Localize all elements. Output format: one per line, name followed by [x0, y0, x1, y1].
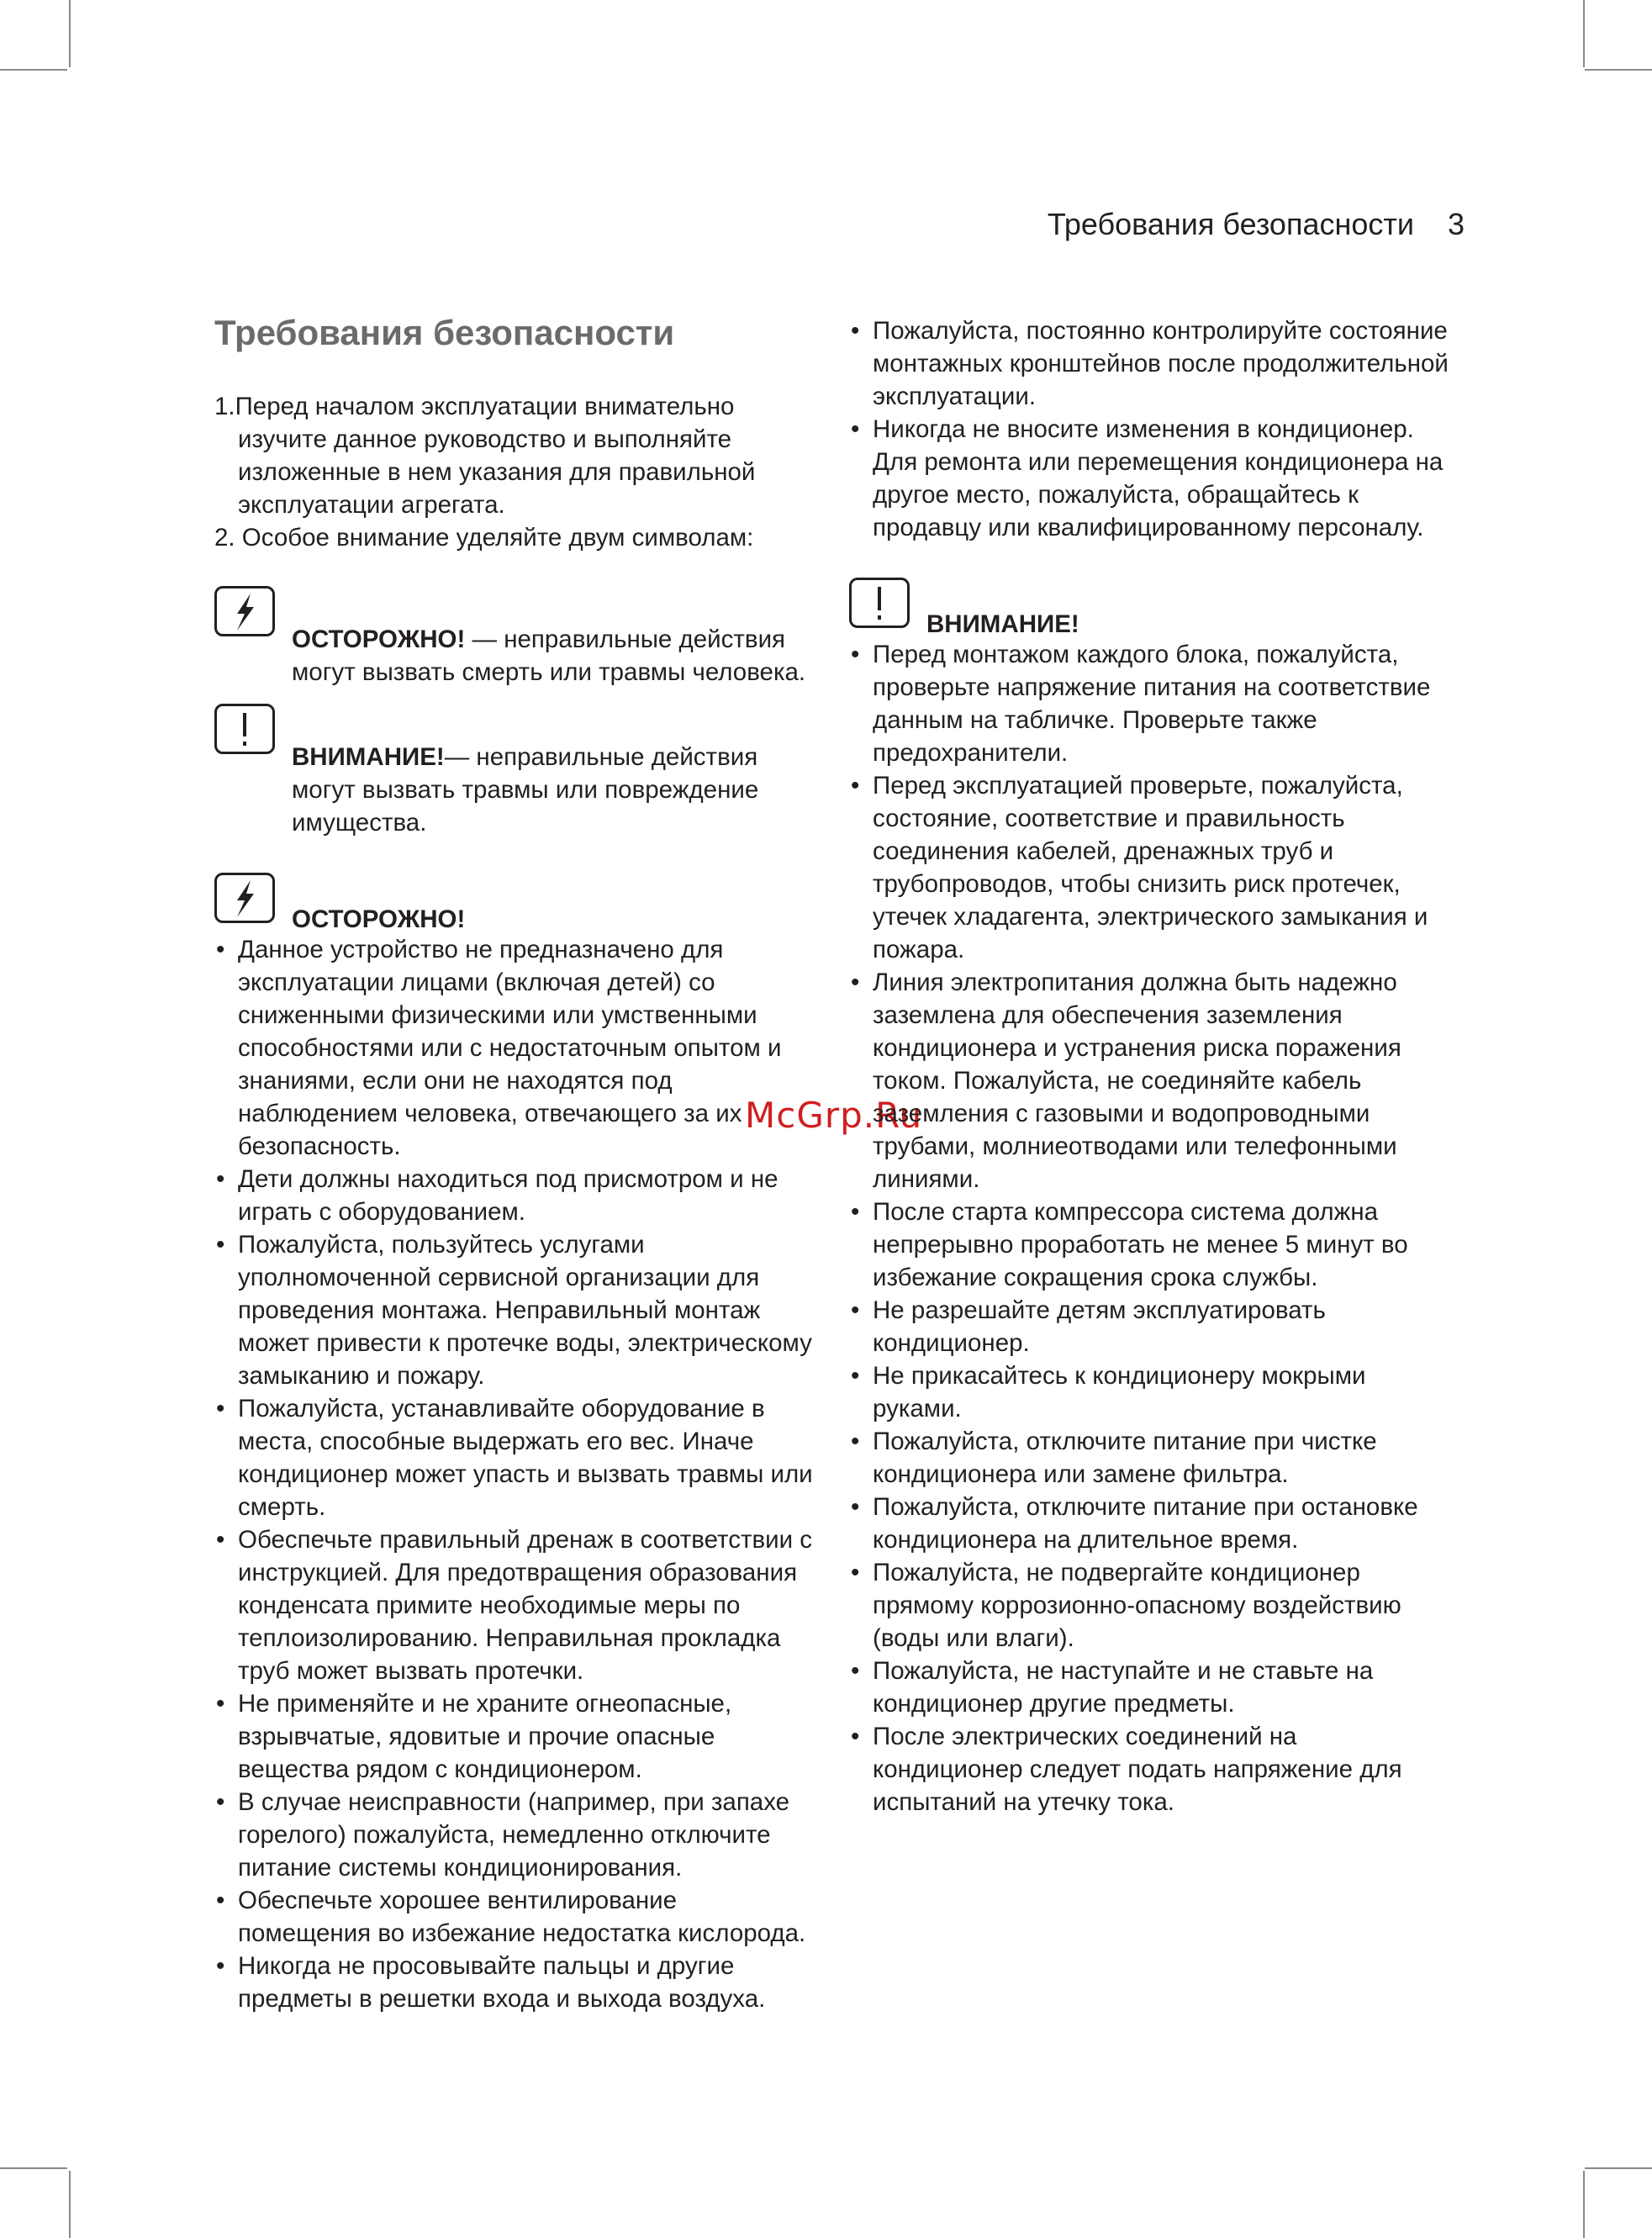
- list-item: • Не разрешайте детям эксплуатировать кондиционер.: [851, 1296, 1326, 1357]
- crop-mark: [1583, 2171, 1585, 2238]
- right-column: [849, 314, 1450, 1818]
- running-header: [1048, 207, 1465, 242]
- legend-warning-label: ОСТОРОЖНО!: [292, 625, 466, 653]
- list-item: • Линия электропитания должна быть надежно заземлена для обеспечения заземления кондиционера и устранения риска поражения током. Пожалуйста, не соединяйте кабель заземления с газовыми и водопроводными трубами, молниеотводами или телефонными линиями.: [851, 969, 1401, 1193]
- intro-list: [214, 390, 815, 554]
- list-item: • Пожалуйста, отключите питание при чистке кондиционера или замене фильтра.: [851, 1428, 1377, 1488]
- crop-mark: [1583, 0, 1585, 67]
- warning-list: [214, 933, 815, 2015]
- caution-section-head: [849, 578, 1450, 638]
- warning-section-head: [214, 873, 815, 933]
- list-item: • Перед монтажом каждого блока, пожалуйста, проверьте напряжение питания на соответствие данным на табличке. Проверьте также предохранители.: [851, 641, 1431, 767]
- exclamation-caution-icon: [214, 704, 275, 754]
- caution-heading: ВНИМАНИЕ!: [926, 610, 1079, 638]
- legend-warning-text: — неправильные действия могут вызвать смерть или травмы человека.: [292, 625, 806, 686]
- list-item: • Не применяйте и не храните огнеопасные, взрывчатые, ядовитые и прочие опасные вещества рядом с кондиционером.: [216, 1690, 732, 1783]
- list-item: • Пожалуйста, не наступайте и не ставьте на кондиционер другие предметы.: [851, 1657, 1374, 1718]
- crop-mark: [0, 2167, 67, 2169]
- watermark: McGrp.Ru: [745, 1095, 923, 1136]
- top-list: [849, 314, 1450, 544]
- list-item: • Пожалуйста, отключите питание при остановке кондиционера на длительное время.: [851, 1493, 1418, 1554]
- legend-warning: [214, 586, 815, 689]
- crop-mark: [69, 2171, 71, 2238]
- left-column: [214, 313, 815, 2015]
- page-title: Требования безопасности: [214, 313, 675, 352]
- intro-item: 2. Особое внимание уделяйте двум символам:: [214, 524, 754, 552]
- list-item: • Обеспечьте хорошее вентилирование помещения во избежание недостатка кислорода.: [216, 1887, 806, 1947]
- crop-mark: [0, 69, 67, 71]
- crop-mark: [1585, 2167, 1652, 2169]
- list-item: • Обеспечьте правильный дренаж в соответствии с инструкцией. Для предотвращения образования конденсата примите необходимые меры по теплоизолированию. Неправильная прокладка труб может вызвать протечки.: [216, 1526, 813, 1685]
- crop-mark: [1585, 69, 1652, 71]
- list-item: • Дети должны находиться под присмотром и не играть с оборудованием.: [216, 1165, 778, 1226]
- list-item: • В случае неисправности (например, при запахе горелого) пожалуйста, немедленно отключите питание системы кондиционирования.: [216, 1788, 790, 1882]
- warning-heading: ОСТОРОЖНО!: [292, 905, 466, 933]
- list-item: • После электрических соединений на кондиционер следует подать напряжение для испытаний на утечку тока.: [851, 1723, 1402, 1816]
- list-item: • Перед эксплуатацией проверьте, пожалуйста, состояние, соответствие и правильность соединения кабелей, дренажных труб и трубопроводов, чтобы снизить риск протечек, утечек хладагента, электрического замыкания и пожара.: [851, 772, 1428, 963]
- legend-caution: [214, 704, 815, 839]
- crop-mark: [69, 0, 71, 67]
- list-item: • Пожалуйста, пользуйтесь услугами уполномоченной сервисной организации для проведения монтажа. Неправильный монтаж может привести к протечке воды, электрическому замыканию и пожару.: [216, 1231, 812, 1390]
- list-item: • Никогда не просовывайте пальцы и другие предметы в решетки входа и выхода воздуха.: [216, 1952, 766, 2013]
- lightning-warning-icon: [214, 586, 275, 636]
- exclamation-caution-icon: [849, 578, 910, 628]
- list-item: • Пожалуйста, постоянно контролируйте состояние монтажных кронштейнов после продолжительной эксплуатации.: [851, 317, 1449, 410]
- list-item: • После старта компрессора система должна непрерывно проработать не менее 5 минут во избежание сокращения срока службы.: [851, 1198, 1408, 1291]
- list-item: • Пожалуйста, устанавливайте оборудование в места, способные выдержать его вес. Иначе кондиционер может упасть и вызвать травмы или смерть.: [216, 1395, 813, 1521]
- list-item: • Не прикасайтесь к кондиционеру мокрыми руками.: [851, 1362, 1366, 1423]
- list-item: • Пожалуйста, не подвергайте кондиционер прямому коррозионно-опасному воздействию (воды или влаги).: [851, 1559, 1401, 1652]
- intro-item: 1.Перед началом эксплуатации внимательно изучите данное руководство и выполняйте изложенные в нем указания для правильной эксплуатации агрегата.: [214, 393, 756, 519]
- list-item: • Данное устройство не предназначено для эксплуатации лицами (включая детей) со сниженными физическими или умственными способностями или с недостаточным опытом и знаниями, если они не находятся под наблюдением человека, отвечающего за их безопасность.: [216, 936, 782, 1160]
- page-number: 3: [1447, 207, 1465, 241]
- lightning-warning-icon: [214, 873, 275, 923]
- symbol-legend: [214, 586, 815, 839]
- legend-caution-label: ВНИМАНИЕ!: [292, 743, 445, 771]
- list-item: • Никогда не вносите изменения в кондиционер. Для ремонта или перемещения кондиционера на другое место, пожалуйста, обращайтесь к продавцу или квалифицированному персоналу.: [851, 415, 1444, 541]
- caution-list: [849, 638, 1450, 1818]
- legend-caution-text: — неправильные действия могут вызвать травмы или повреждение имущества.: [292, 743, 759, 837]
- running-header-title: Требования безопасности: [1047, 207, 1414, 241]
